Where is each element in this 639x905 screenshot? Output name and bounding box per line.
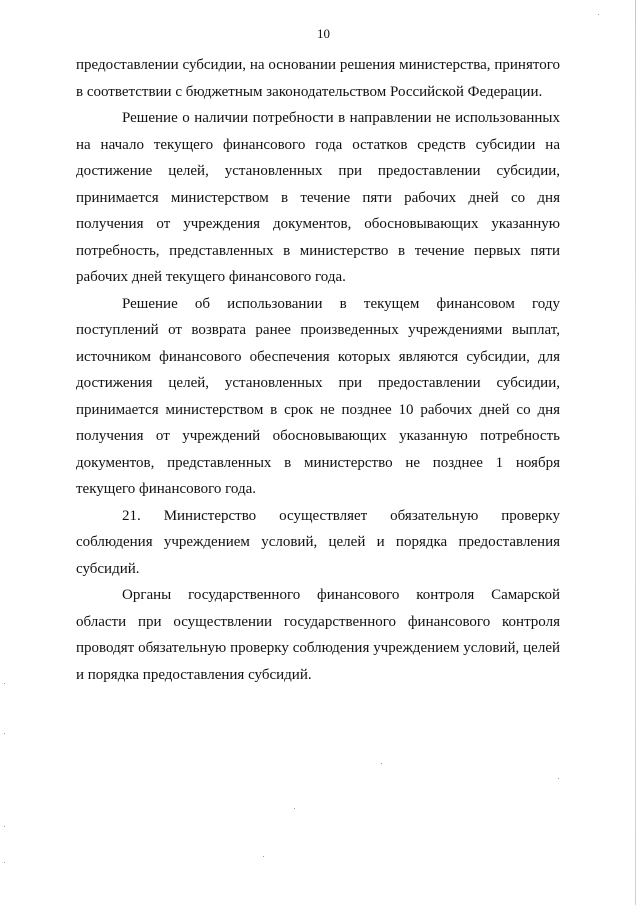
scan-speck — [4, 826, 5, 827]
paragraph-refund-usage: Решение об использовании в текущем финансовом году поступлений от возврата ранее произведенных учреждениями выплат, источником финансового обеспечения которых являются субсидии, для достижения целей, установленных при предоставлении субсидии, принимается министерством в срок не позднее 10 рабочих дней со дня получения от учреждений обосновывающих указанную потребность документов, представленных в министерство не позднее 1 ноября текущего финансового года. — [76, 295, 560, 497]
document-body — [76, 52, 560, 688]
scan-speck — [4, 733, 5, 734]
scan-edge-line — [635, 0, 636, 905]
scan-speck — [263, 856, 264, 857]
scan-speck — [4, 683, 5, 684]
page-number: 10 — [317, 26, 330, 41]
scan-speck — [598, 14, 599, 15]
scan-speck — [294, 808, 295, 809]
scan-speck — [381, 763, 382, 764]
paragraph-unused-balances: Решение о наличии потребности в направлении не использованных на начало текущего финансового года остатков средств субсидии на достижение целей, установленных при предоставлении субсидии, принимается министерством в течение пяти рабочих дней со дня получения от учреждения документов, обосновывающих указанную потребность, представленных в министерство в течение первых пяти рабочих дней текущего финансового года. — [76, 110, 560, 285]
scan-speck — [558, 778, 559, 779]
paragraph-continuation: предоставлении субсидии, на основании решения министерства, принятого в соответствии с бюджетным законодательством Российской Федерации. — [76, 57, 560, 100]
paragraph-control-bodies: Органы государственного финансового контроля Самарской области при осуществлении государственного финансового контроля проводят обязательную проверку соблюдения учреждением условий, целей и порядка предоставления субсидий. — [76, 587, 560, 683]
scan-speck — [4, 862, 5, 863]
paragraph-item-21: 21. Министерство осуществляет обязательную проверку соблюдения учреждением условий, целей и порядка предоставления субсидий. — [76, 507, 560, 577]
